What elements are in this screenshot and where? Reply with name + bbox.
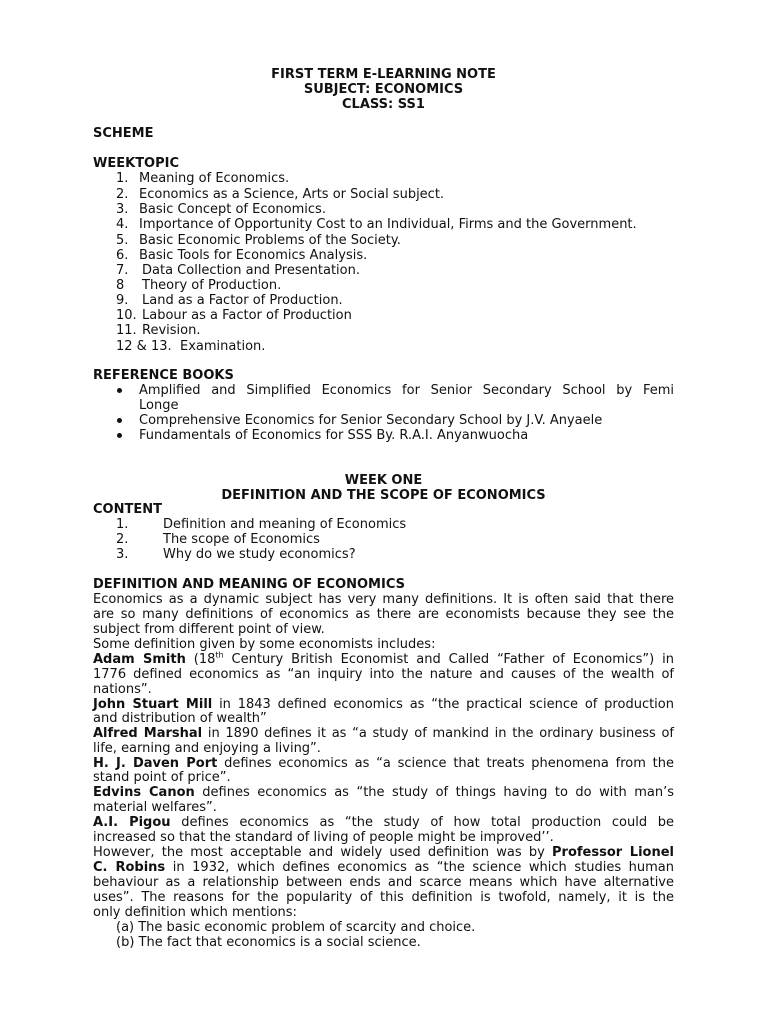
definition-marshal — [93, 726, 674, 741]
economist-name: Professor Lionel — [552, 845, 675, 860]
definition-mill — [93, 697, 674, 712]
scheme-heading: SCHEME — [93, 126, 154, 141]
topic-text: Data Collection and Presentation. — [142, 263, 360, 278]
economist-name: John Stuart Mill — [93, 697, 213, 712]
topic-text: Examination. — [180, 339, 266, 354]
point-b: (b) The fact that economics is a social science. — [116, 935, 421, 950]
definition-davenport — [93, 756, 674, 771]
topic-number: 6. — [116, 248, 129, 263]
topic-text: Labour as a Factor of Production — [142, 308, 352, 323]
topic-number: 8 — [116, 278, 125, 293]
topic-text: Theory of Production. — [142, 278, 282, 293]
topic-number: 9. — [116, 293, 129, 308]
topic-text: Revision. — [142, 323, 201, 338]
bullet-icon — [117, 388, 122, 393]
reference-item: Comprehensive Economics for Senior Secondary School by J.V. Anyaele — [139, 413, 603, 428]
definition-canon — [93, 785, 674, 800]
definition-text: However, the most acceptable and widely used definition was by — [93, 845, 553, 860]
week-one-subtitle: DEFINITION AND THE SCOPE OF ECONOMICS — [221, 488, 546, 503]
topic-number: 1. — [116, 171, 129, 186]
definition-text: nations”. — [93, 682, 152, 697]
topic-text: Land as a Factor of Production. — [142, 293, 343, 308]
intro-line: are so many definitions of economics as there are economists because they see the — [93, 607, 674, 622]
subject-line: SUBJECT: ECONOMICS — [303, 82, 464, 97]
content-number: 3. — [116, 547, 129, 562]
economist-name: H. J. Daven Port — [93, 756, 218, 771]
definition-text: in 1890 defines it as “a study of mankind in the ordinary business of — [202, 726, 674, 741]
definition-text: stand point of price”. — [93, 770, 231, 785]
topic-number: 3. — [116, 202, 129, 217]
content-number: 1. — [116, 517, 129, 532]
definition-text: increased so that the standard of living of people might be improved’’. — [93, 830, 554, 845]
content-number: 2. — [116, 532, 129, 547]
bullet-icon — [117, 433, 122, 438]
topic-number: 10. — [116, 308, 137, 323]
topic-number: 12 & 13. — [116, 339, 172, 354]
definition-text: and distribution of wealth” — [93, 711, 267, 726]
definition-text: material welfares”. — [93, 800, 217, 815]
economist-name: Edvins Canon — [93, 785, 195, 800]
topic-text: Basic Concept of Economics. — [139, 202, 326, 217]
definition-text: 1776 defined economics as “an inquiry into the nature and causes of the wealth of — [93, 667, 674, 682]
definition-robins — [93, 845, 674, 860]
content-text: The scope of Economics — [163, 532, 320, 547]
definition-text: behaviour as a relationship between ends and scarce means which have alternative — [93, 875, 674, 890]
definition-text: in 1932, which defines economics as “the science which studies human — [165, 860, 675, 875]
content-heading: CONTENT — [93, 502, 162, 517]
topic-text: Basic Tools for Economics Analysis. — [139, 248, 368, 263]
intro-line: Some definition given by some economists includes: — [93, 637, 436, 652]
intro-line: Economics as a dynamic subject has very many definitions. It is often said that there — [93, 592, 674, 607]
economist-name: Adam Smith — [93, 652, 186, 667]
reference-item-continuation: Longe — [139, 398, 179, 413]
week-topic-heading — [93, 156, 674, 171]
intro-line: subject from different point of view. — [93, 622, 325, 637]
definition-text: life, earning and enjoying a living”. — [93, 741, 321, 756]
week-label: WEEK — [93, 156, 136, 171]
point-a: (a) The basic economic problem of scarcity and choice. — [116, 920, 476, 935]
definition-text: defines economics as “the study of things having to do with man’s — [194, 785, 674, 800]
topic-number: 11. — [116, 323, 137, 338]
definition-text: only definition which mentions: — [93, 905, 297, 920]
definition-adam-smith — [93, 652, 674, 667]
definition-robins-cont — [93, 860, 674, 875]
week-one-title: WEEK ONE — [344, 473, 423, 488]
economist-name: Alfred Marshal — [93, 726, 203, 741]
definition-text: in 1843 defined economics as “the practical science of production — [212, 697, 674, 712]
content-text: Why do we study economics? — [163, 547, 356, 562]
topic-text: Meaning of Economics. — [139, 171, 290, 186]
definition-text: (18 — [185, 652, 216, 667]
reference-item: Fundamentals of Economics for SSS By. R.A.I. Anyanwuocha — [139, 428, 529, 443]
topic-number: 5. — [116, 233, 129, 248]
topic-number: 2. — [116, 187, 129, 202]
topic-text: Economics as a Science, Arts or Social subject. — [139, 187, 445, 202]
note-title: FIRST TERM E-LEARNING NOTE — [271, 67, 496, 82]
topic-label: TOPIC — [135, 156, 180, 171]
class-line: CLASS: SS1 — [342, 97, 425, 112]
topic-text: Importance of Opportunity Cost to an Individual, Firms and the Government. — [139, 217, 637, 232]
definition-text: Century British Economist and Called “Father of Economics”) in — [223, 652, 675, 667]
economist-name: C. Robins — [93, 860, 166, 875]
reference-item: Amplified and Simplified Economics for Senior Secondary School by Femi — [139, 383, 674, 398]
superscript: th — [215, 650, 224, 660]
content-text: Definition and meaning of Economics — [163, 517, 407, 532]
definition-pigou — [93, 815, 674, 830]
definition-heading: DEFINITION AND MEANING OF ECONOMICS — [93, 577, 405, 592]
topic-number: 4. — [116, 217, 129, 232]
definition-text: defines economics as “the study of how total production could be — [170, 815, 674, 830]
topic-number: 7. — [116, 263, 129, 278]
economist-name: A.I. Pigou — [93, 815, 171, 830]
topic-text: Basic Economic Problems of the Society. — [139, 233, 401, 248]
definition-text: defines economics as “a science that treats phenomena from the — [217, 756, 674, 771]
reference-heading: REFERENCE BOOKS — [93, 368, 234, 383]
bullet-icon — [117, 418, 122, 423]
definition-text: uses”. The reasons for the popularity of this definition is twofold, namely, it is the — [93, 890, 674, 905]
